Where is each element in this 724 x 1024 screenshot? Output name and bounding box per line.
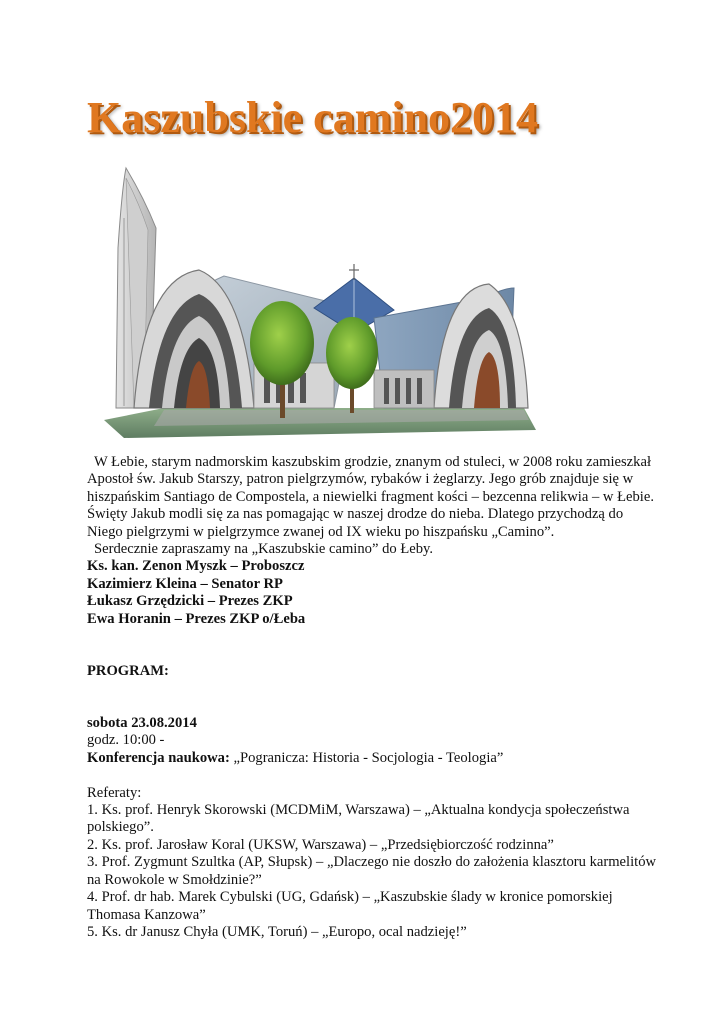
program-heading: PROGRAM: — [87, 662, 169, 679]
intro-paragraph: W Łebie, starym nadmorskim kaszubskim grodzie, znanym od stuleci, w 2008 roku zamieszkał Apostoł św. Jakub Starszy, patron pielgrzymów, rybaków i żeglarzy. Jego grób znajduje się w hiszpańskim Santiago de Compostela, a niewielki fragment kości – bezcenna relikwia – w Łebie. Święty Jakub modli się za nas pomagając w naszej drodze do nieba. Dlatego przychodzą do Niego pielgrzymi w pielgrzymce zwanej od IX wieku po hiszpańsku „Camino”. — [87, 454, 654, 540]
invitation-text: Serdecznie zapraszamy na „Kaszubskie camino” do Łeby. — [94, 541, 434, 558]
document-body — [87, 454, 657, 941]
paper-item: 5. Ks. dr Janusz Chyła (UMK, Toruń) – „Europo, ocal nadzieję!” — [87, 923, 467, 940]
paper-item: 4. Prof. dr hab. Marek Cybulski (UG, Gdańsk) – „Kaszubskie ślady w kronice pomorskiej Thomasa Kanzowa” — [87, 889, 613, 923]
conference-title: „Pogranicza: Historia - Socjologia - Teologia” — [233, 749, 504, 766]
conference-label: Konferencja naukowa: — [87, 749, 230, 766]
conference-line — [87, 750, 657, 767]
program-day: sobota 23.08.2014 — [87, 715, 197, 732]
papers-heading: Referaty: — [87, 784, 142, 801]
signatory: Kazimierz Kleina – Senator RP — [87, 575, 283, 592]
signatory: Ewa Horanin – Prezes ZKP o/Łeba — [87, 610, 306, 627]
paper-item: 3. Prof. Zygmunt Szultka (AP, Słupsk) – „Dlaczego nie doszło do założenia klasztoru karmelitów na Rowokole w Smołdzinie?” — [87, 854, 657, 888]
church-illustration — [104, 158, 536, 440]
paper-item: 1. Ks. prof. Henryk Skorowski (MCDMiM, Warszawa) – „Aktualna kondycja społeczeństwa polskiego”. — [87, 802, 630, 836]
page-title: Kaszubskie camino2014 — [87, 93, 539, 142]
program-time: godz. 10:00 - — [87, 732, 165, 749]
paper-item: 2. Ks. prof. Jarosław Koral (UKSW, Warszawa) – „Przedsiębiorczość rodzinna” — [87, 836, 554, 853]
signatory: Łukasz Grzędzicki – Prezes ZKP — [87, 593, 293, 610]
signatory: Ks. kan. Zenon Myszk – Proboszcz — [87, 558, 305, 575]
